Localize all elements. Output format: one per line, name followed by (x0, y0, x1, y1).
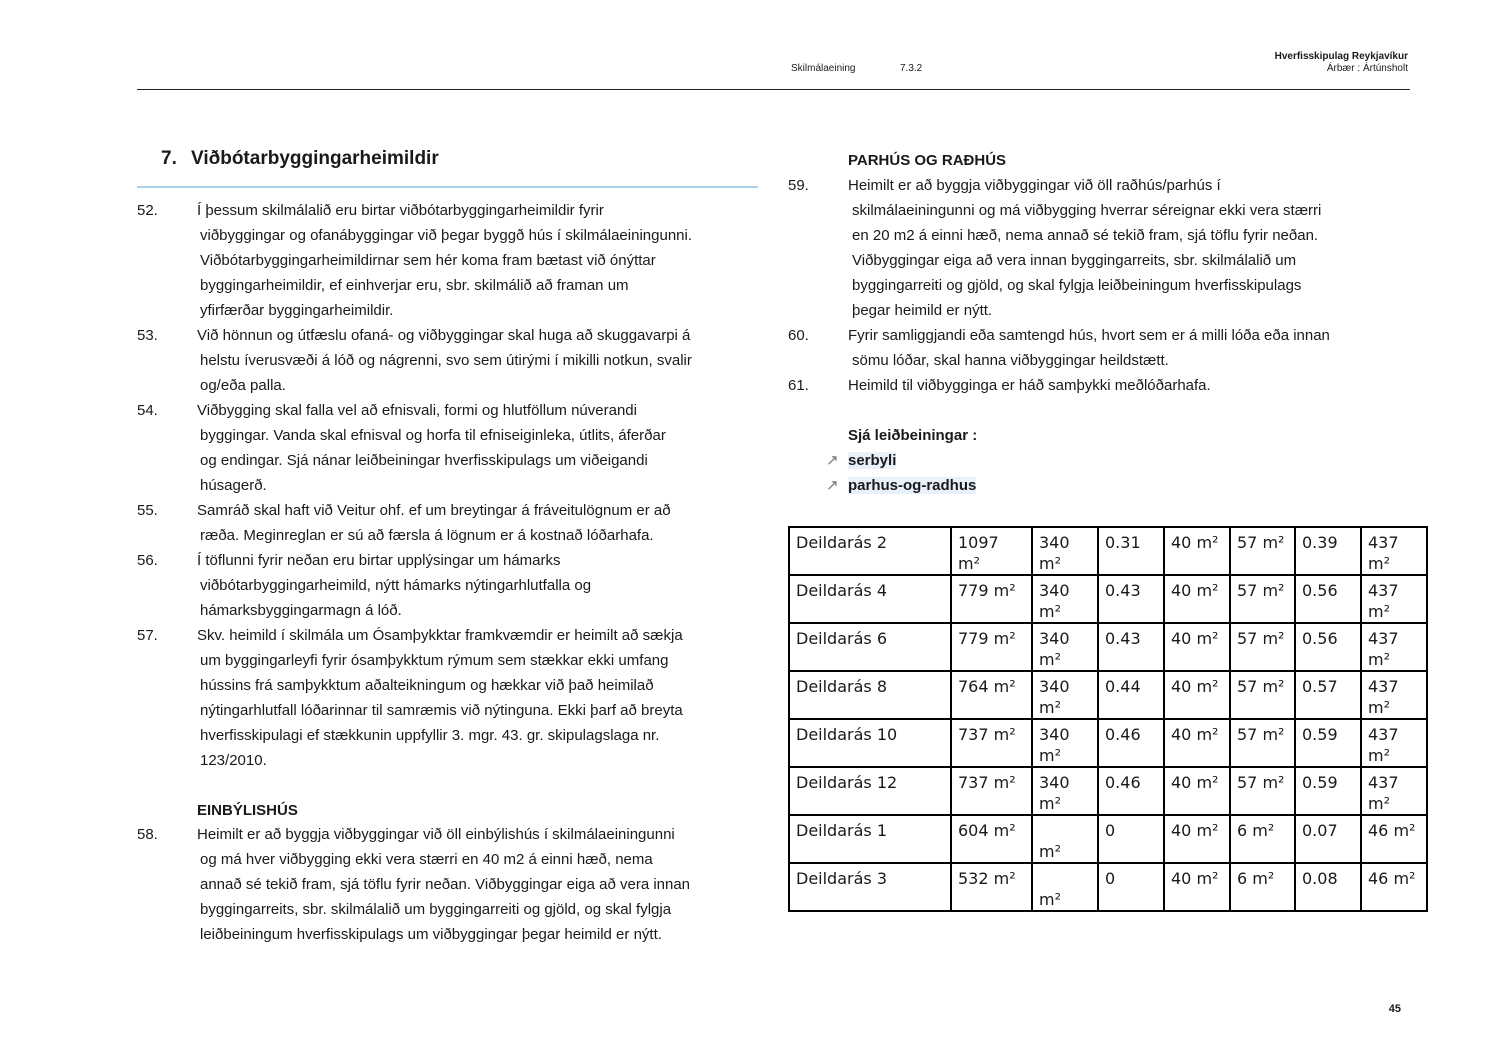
table-cell: 0.43 (1098, 623, 1164, 671)
paragraph-line: Í töflunni fyrir neðan eru birtar upplýsingar um hámarks (197, 552, 561, 569)
table-cell: Deildarás 6 (789, 623, 951, 671)
table-cell: 46 m² (1361, 863, 1427, 911)
table-cell: 437 m² (1361, 671, 1427, 719)
table-cell: 779 m² (951, 623, 1032, 671)
table-cell: 0.56 (1295, 575, 1361, 623)
table-cell: Deildarás 8 (789, 671, 951, 719)
table-cell: 604 m² (951, 815, 1032, 863)
paragraph-line: hússins frá samþykktum aðalteikningum og hækkar við það heimilað (200, 677, 654, 694)
table-cell: Deildarás 3 (789, 863, 951, 911)
table-cell: Deildarás 10 (789, 719, 951, 767)
table-row (789, 527, 1427, 575)
paragraph-line: leiðbeiningum hverfisskipulags um viðbyggingar þegar heimild er nýtt. (200, 926, 662, 943)
paragraph-line: og má hver viðbygging ekki vera stærri en 40 m2 á einni hæð, nema (200, 851, 653, 868)
header-plan-title: Hverfisskipulag Reykjavíkur (1274, 51, 1408, 62)
paragraph-line: skilmálaeiningunni og má viðbygging hverrar séreignar ekki vera stærri (852, 202, 1322, 219)
table-cell: 437 m² (1361, 719, 1427, 767)
paragraph-line: 123/2010. (200, 752, 267, 769)
table-cell: Deildarás 12 (789, 767, 951, 815)
section-title (161, 148, 439, 170)
paragraph-number: 58. (137, 826, 158, 843)
table-cell: m² (1032, 863, 1098, 911)
header-section-number: 7.3.2 (900, 63, 923, 74)
page-number: 45 (1388, 1003, 1401, 1015)
table-cell: 737 m² (951, 719, 1032, 767)
table-cell: 0 (1098, 863, 1164, 911)
table-cell: 40 m² (1164, 527, 1230, 575)
paragraph-line: um byggingarleyfi fyrir ósamþykktum rýmum sem stækkar ekki umfang (200, 652, 669, 669)
table-cell: Deildarás 4 (789, 575, 951, 623)
guideline-link-text[interactable]: serbyli (848, 452, 897, 469)
table-cell: 340 m² (1032, 527, 1098, 575)
table-row (789, 719, 1427, 767)
table-cell: 779 m² (951, 575, 1032, 623)
paragraph-line: byggingar. Vanda skal efnisval og horfa til efniseiginleka, útlits, áferðar (200, 427, 666, 444)
guideline-link-serbyli[interactable] (826, 448, 896, 473)
paragraph-line: viðbyggingar og ofanábyggingar við þegar byggð hús í skilmálaeiningunni. (200, 227, 692, 244)
paragraph-line: Heimild til viðbygginga er háð samþykki meðlóðarhafa. (848, 377, 1211, 394)
table-cell: 57 m² (1230, 527, 1295, 575)
table-cell: 0.59 (1295, 719, 1361, 767)
table-cell: 437 m² (1361, 767, 1427, 815)
table-row (789, 575, 1427, 623)
table-cell: 437 m² (1361, 527, 1427, 575)
table-cell: 57 m² (1230, 719, 1295, 767)
table-cell: 40 m² (1164, 719, 1230, 767)
table-cell: 57 m² (1230, 671, 1295, 719)
paragraph-number: 55. (137, 502, 158, 519)
paragraph-line: Fyrir samliggjandi eða samtengd hús, hvort sem er á milli lóða eða innan (848, 327, 1330, 344)
table-cell: 40 m² (1164, 767, 1230, 815)
table-cell: 340 m² (1032, 671, 1098, 719)
header-plan (1275, 51, 1408, 75)
table-cell: 0.43 (1098, 575, 1164, 623)
paragraph-line: en 20 m2 á einni hæð, nema annað sé tekið fram, sjá töflu fyrir neðan. (852, 227, 1319, 244)
paragraph-line: byggingarheimildir, ef einhverjar eru, sbr. skilmálið að framan um (200, 277, 629, 294)
table-cell: Deildarás 1 (789, 815, 951, 863)
table-row (789, 767, 1427, 815)
table-cell: m² (1032, 815, 1098, 863)
table-cell: 532 m² (951, 863, 1032, 911)
paragraph-line: Viðbótarbyggingarheimildirnar sem hér koma fram bætast við ónýttar (200, 252, 656, 269)
paragraph-line: annað sé tekið fram, sjá töflu fyrir neðan. Viðbyggingar eiga að vera innan (200, 876, 691, 893)
table-cell: 0.31 (1098, 527, 1164, 575)
table-cell: 0.46 (1098, 719, 1164, 767)
table-row (789, 863, 1427, 911)
paragraph-line: nýtingarhlutfall lóðarinnar til samræmis við nýtinguna. Ekki þarf að breyta (200, 702, 683, 719)
table-row (789, 671, 1427, 719)
guideline-link-parhus[interactable] (826, 473, 976, 498)
table-cell: 46 m² (1361, 815, 1427, 863)
table-cell: 0.08 (1295, 863, 1361, 911)
paragraph-number: 57. (137, 627, 158, 644)
table-cell: Deildarás 2 (789, 527, 951, 575)
table-cell: 0 (1098, 815, 1164, 863)
paragraph-number: 60. (788, 327, 809, 344)
table-cell: 0.07 (1295, 815, 1361, 863)
paragraph-number: 59. (788, 177, 809, 194)
table-cell: 40 m² (1164, 815, 1230, 863)
paragraph-line: Viðbygging skal falla vel að efnisvali, formi og hlutföllum núverandi (197, 402, 637, 419)
table-cell: 764 m² (951, 671, 1032, 719)
paragraph-line: Heimilt er að byggja viðbyggingar við öll einbýlishús í skilmálaeiningunni (197, 826, 675, 843)
paragraph-line: ræða. Meginreglan er sú að færsla á lögnum er á kostnað lóðarhafa. (200, 527, 654, 544)
paragraph-line: Við hönnun og útfæslu ofaná- og viðbyggingar skal huga að skuggavarpi á (197, 327, 691, 344)
table-cell: 737 m² (951, 767, 1032, 815)
paragraph-number: 53. (137, 327, 158, 344)
table-row (789, 623, 1427, 671)
table-cell: 437 m² (1361, 575, 1427, 623)
table-cell: 437 m² (1361, 623, 1427, 671)
external-link-arrow-icon: ↗ (826, 477, 839, 494)
paragraph-number: 56. (137, 552, 158, 569)
guidelines-heading: Sjá leiðbeiningar : (848, 427, 978, 444)
paragraph-number: 54. (137, 402, 158, 419)
section-number: 7. (161, 148, 177, 169)
table-cell: 0.59 (1295, 767, 1361, 815)
header-rule (137, 89, 1410, 90)
paragraph-number: 61. (788, 377, 809, 394)
table-cell: 57 m² (1230, 767, 1295, 815)
section-title-text: Viðbótarbyggingarheimildir (191, 148, 439, 169)
paragraph-line: helstu íverusvæði á lóð og nágrenni, svo sem útirými í mikilli notkun, svalir (200, 352, 692, 369)
table-cell: 40 m² (1164, 623, 1230, 671)
table-cell: 40 m² (1164, 575, 1230, 623)
parhus-heading: PARHÚS OG RAÐHÚS (848, 152, 1007, 169)
table-cell: 6 m² (1230, 815, 1295, 863)
table-cell: 40 m² (1164, 863, 1230, 911)
paragraph-line: og/eða palla. (200, 377, 286, 394)
table-cell: 340 m² (1032, 575, 1098, 623)
table-cell: 340 m² (1032, 623, 1098, 671)
paragraph-line: yfirfærðar byggingarheimildir. (200, 302, 394, 319)
paragraph-line: hámarksbyggingarmagn á lóð. (200, 602, 402, 619)
table-cell: 0.44 (1098, 671, 1164, 719)
paragraph-line: húsagerð. (200, 477, 267, 494)
table-cell: 57 m² (1230, 575, 1295, 623)
paragraph-line: Í þessum skilmálalið eru birtar viðbótarbyggingarheimildir fyrir (197, 202, 604, 219)
header-section-label: Skilmálaeining (791, 63, 856, 74)
table-cell: 340 m² (1032, 767, 1098, 815)
table-cell: 40 m² (1164, 671, 1230, 719)
paragraph-line: byggingarreits, sbr. skilmálalið um byggingarreiti og gjöld, og skal fylgja (200, 901, 672, 918)
paragraph-line: sömu lóðar, skal hanna viðbyggingar heildstætt. (852, 352, 1169, 369)
table-cell: 6 m² (1230, 863, 1295, 911)
table-cell: 0.39 (1295, 527, 1361, 575)
paragraph-line: og endingar. Sjá nánar leiðbeiningar hverfisskipulags um viðeigandi (200, 452, 648, 469)
paragraph-line: viðbótarbyggingarheimild, nýtt hámarks nýtingarhlutfalla og (200, 577, 592, 594)
paragraph-line: Viðbyggingar eiga að vera innan byggingarreits, sbr. skilmálalið um (852, 252, 1297, 269)
building-rights-table (788, 526, 1428, 912)
table-cell: 0.46 (1098, 767, 1164, 815)
table-cell: 0.56 (1295, 623, 1361, 671)
einbyli-heading: EINBÝLISHÚS (197, 802, 298, 819)
paragraph-number: 52. (137, 202, 158, 219)
paragraph-line: Heimilt er að byggja viðbyggingar við öll raðhús/parhús í (848, 177, 1221, 194)
table-cell: 57 m² (1230, 623, 1295, 671)
table-cell: 1097 m² (951, 527, 1032, 575)
table-cell: 340 m² (1032, 719, 1098, 767)
paragraph-line: Samráð skal haft við Veitur ohf. ef um breytingar á fráveitulögnum er að (197, 502, 671, 519)
external-link-arrow-icon: ↗ (826, 452, 839, 469)
table-cell: 0.57 (1295, 671, 1361, 719)
guideline-link-text[interactable]: parhus-og-radhus (848, 477, 977, 494)
section-rule (137, 186, 758, 188)
paragraph-line: byggingarreiti og gjöld, og skal fylgja leiðbeiningum hverfisskipulags (852, 277, 1302, 294)
header-plan-area: Árbær : Ártúnsholt (1326, 63, 1408, 74)
paragraph-line: hverfisskipulagi ef stækkunin uppfyllir 3. mgr. 43. gr. skipulagslaga nr. (200, 727, 660, 744)
table-row (789, 815, 1427, 863)
paragraph-line: Skv. heimild í skilmála um Ósamþykktar framkvæmdir er heimilt að sækja (197, 627, 683, 644)
paragraph-line: þegar heimild er nýtt. (852, 302, 993, 319)
